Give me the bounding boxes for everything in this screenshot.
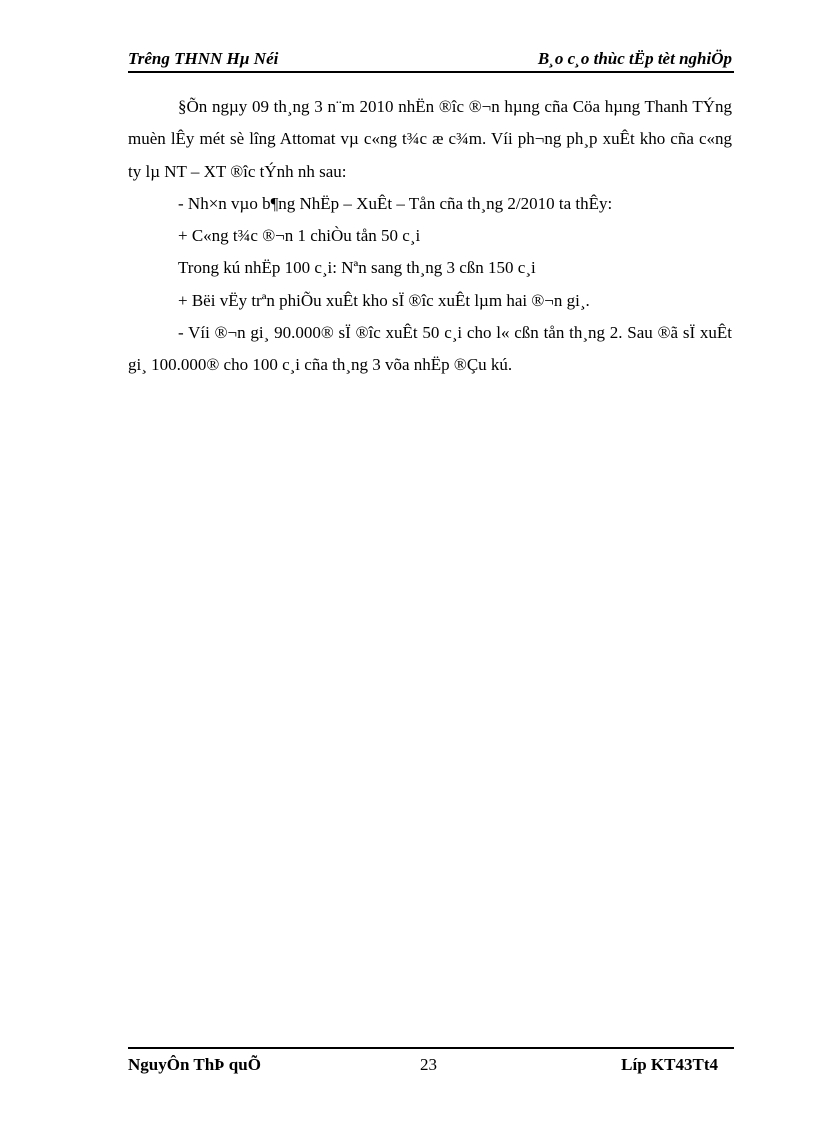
header-rule [128,71,734,73]
page-number: 23 [420,1055,437,1074]
paragraph-order: §Õn ngµy 09 th¸ng 3 n¨m 2010 nhËn ®îc ®¬n hµng cña Cöa hµng Thanh TÝng muèn lÊy mét sè lîng Attomat vµ c«ng t¾c æ c¾m. Víi ph¬ng ph¸p xuÊt kho cña c«ng ty lµ NT – XT ®îc tÝnh nh sau: [128,97,732,181]
footer-class: Líp KT43Tt4 [621,1055,718,1074]
paragraph-two-prices: + Bëi vËy trªn phiÕu xuÊt kho sÏ ®îc xuÊt lµm hai ®¬n gi¸. [178,290,590,310]
paragraph-inventory-note: - Nh×n vµo b¶ng NhËp – XuÊt – Tån cña th¸ng 2/2010 ta thÊy: [178,193,613,213]
paragraph-period-import: Trong kú nhËp 100 c¸i: Nªn sang th¸ng 3 cßn 150 c¸i [178,258,536,278]
header-school: Trêng THNN Hµ Néi [128,49,279,68]
footer-author: NguyÔn ThÞ quÕ [128,1055,261,1074]
header-report-title: B¸o c¸o thùc tËp tèt nghiÖp [537,49,732,68]
paragraph-switch-stock: + C«ng t¾c ®¬n 1 chiÒu tån 50 c¸i [178,226,421,246]
footer-rule [128,1047,734,1049]
paragraph-pricing: - Víi ®¬n gi¸ 90.000® sÏ ®îc xuÊt 50 c¸i cho l« cßn tån th¸ng 2. Sau ®ã sÏ xuÊt gi¸ 100.000® cho 100 c¸i cña th¸ng 3 võa nhËp ®Çu kú. [128,323,732,375]
page-body [128,91,732,382]
page-header [128,48,732,72]
